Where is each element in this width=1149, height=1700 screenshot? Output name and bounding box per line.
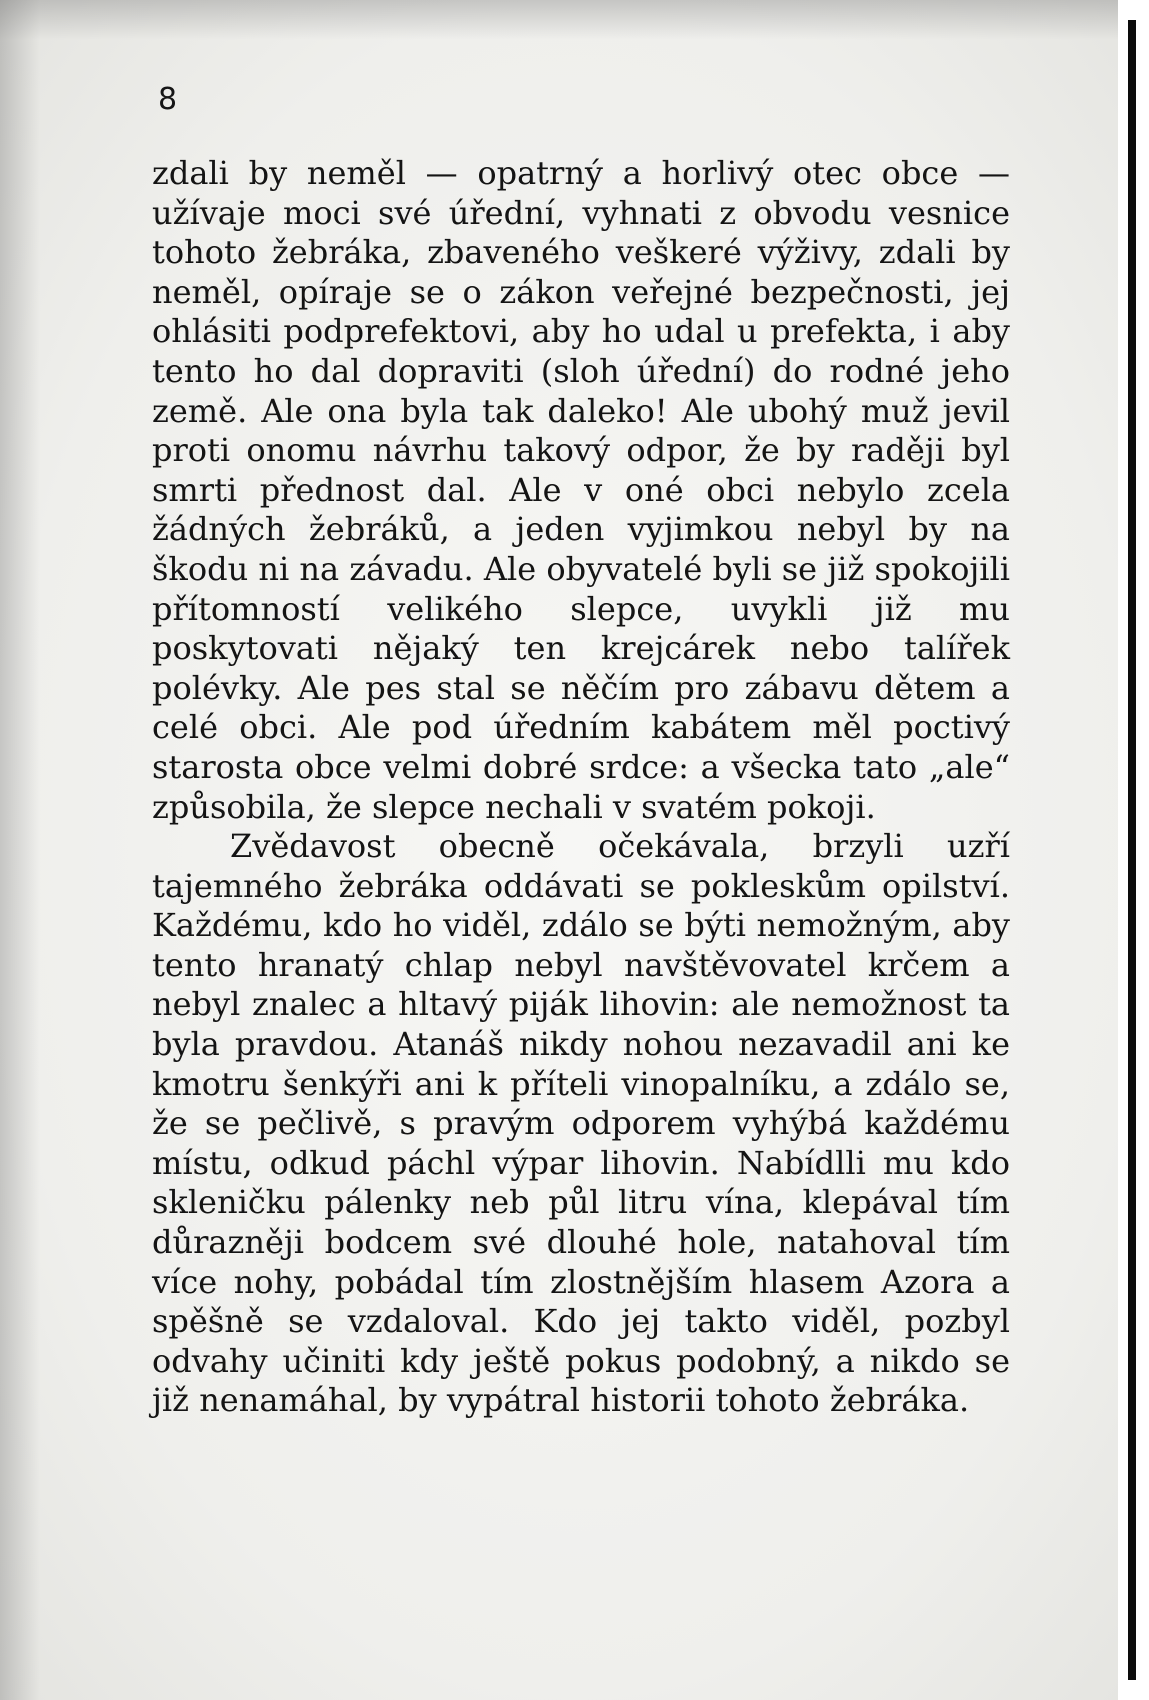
page-top-shadow (0, 0, 1149, 40)
page-left-shadow (0, 0, 40, 1700)
body-text (152, 154, 1010, 1421)
paragraph: Zvědavost obecně očekávala, brzyli uzří tajemného žebráka oddávati se pokleskům opilství. Každému, kdo ho viděl, zdálo se býti nemožným, aby tento hranatý chlap nebyl navštěvovatel krčem a nebyl znalec a hltavý piják lihovin: ale nemožnost ta byla pravdou. Atanáš nikdy nohou nezavadil ani ke kmotru šenkýři ani k příteli vinopalníku, a zdálo se, že se pečlivě, s pravým odporem vyhýbá každému místu, odkud páchl výpar lihovin. Nabídlli mu kdo skleničku pálenky neb půl litru vína, klepával tím důrazněji bodcem své dlouhé hole, natahoval tím více nohy, pobádal tím zlostnějším hlasem Azora a spěšně se vzdaloval. Kdo jej takto viděl, pozbyl odvahy učiniti kdy ještě pokus podobný, a nikdo se již nenamáhal, by vypátral historii tohoto žebráka. (152, 827, 1010, 1420)
page-number: 8 (158, 82, 178, 117)
page-binding-edge (1128, 20, 1136, 1680)
paragraph: zdali by neměl — opatrný a horlivý otec obce — užívaje moci své úřední, vyhnati z obvodu vesnice tohoto žebráka, zbaveného veškeré výživy, zdali by neměl, opíraje se o zákon veřejné bezpečnosti, jej ohlásiti podprefektovi, aby ho udal u prefekta, i aby tento ho dal dopraviti (sloh úřední) do rodné jeho země. Ale ona byla tak daleko! Ale ubohý muž jevil proti onomu návrhu takový odpor, že by raději byl smrti přednost dal. Ale v oné obci nebylo zcela žádných žebráků, a jeden vyjimkou nebyl by na škodu ni na závadu. Ale obyvatelé byli se již spokojili přítomností velikého slepce, uvykli již mu poskytovati nějaký ten krejcárek nebo talířek polévky. Ale pes stal se něčím pro zábavu dětem a celé obci. Ale pod úředním kabátem měl poctivý starosta obce velmi dobré srdce: a všecka tato „ale“ způsobila, že slepce nechali v svatém pokoji. (152, 154, 1010, 826)
